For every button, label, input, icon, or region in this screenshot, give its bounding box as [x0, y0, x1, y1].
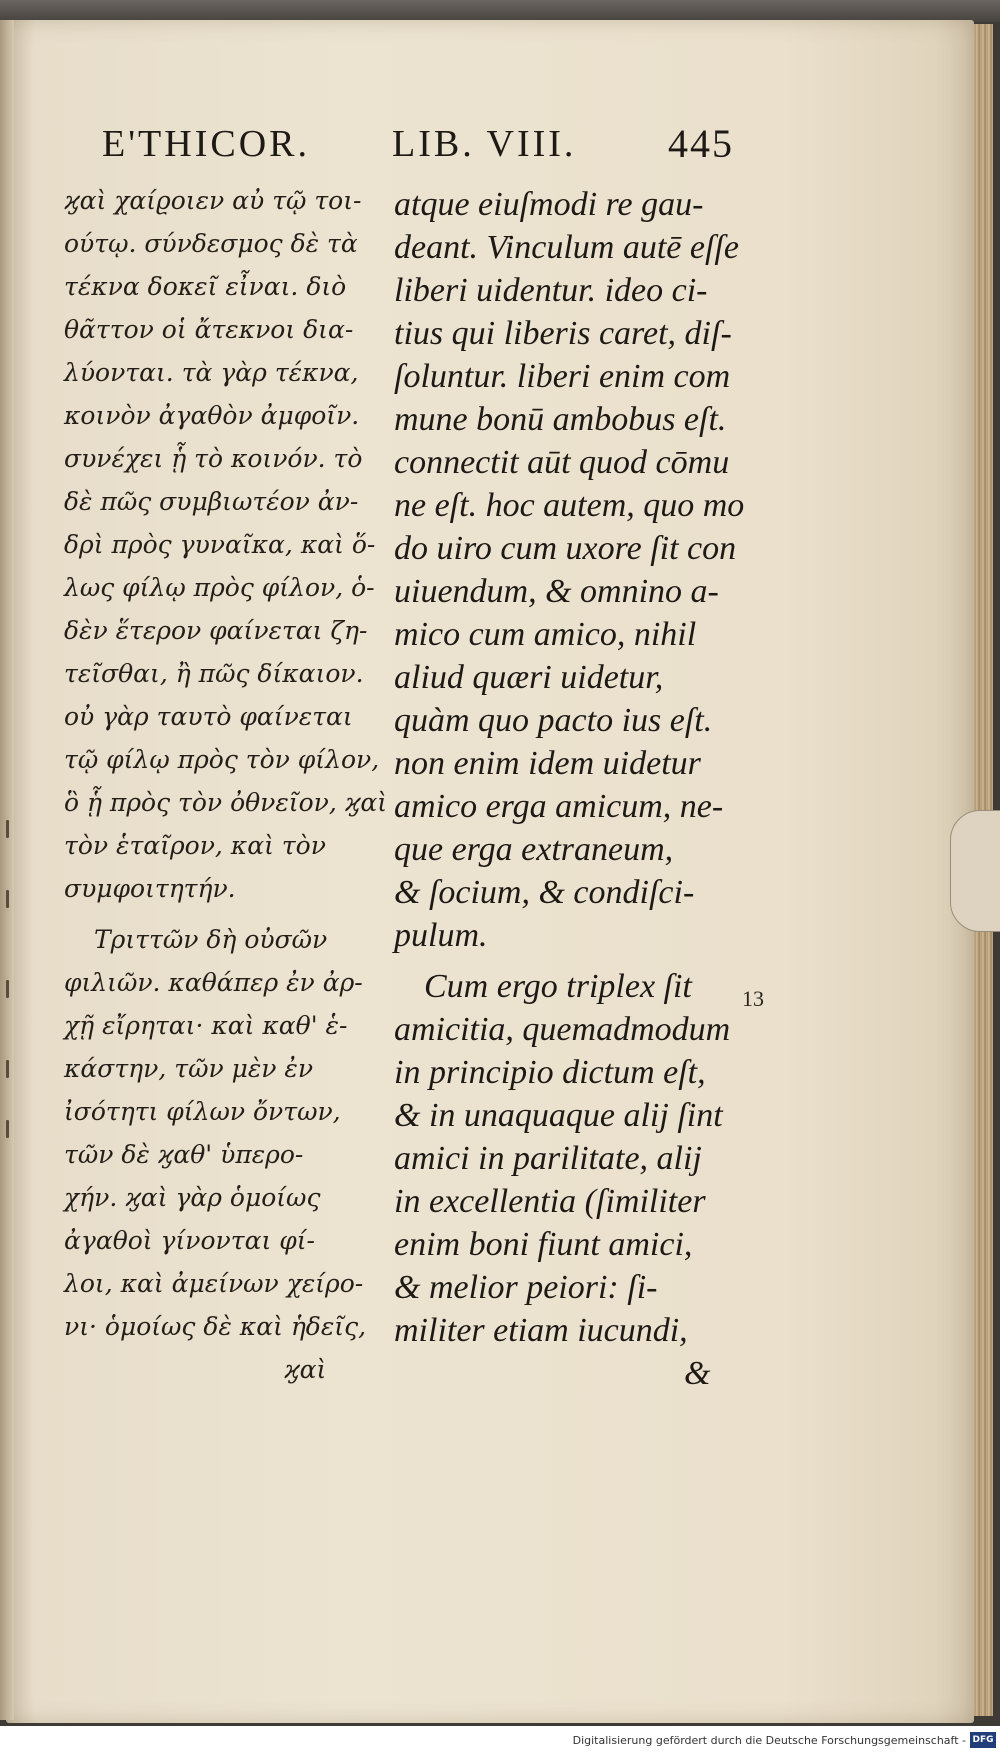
text-line: deant. Vinculum autē eſſe — [394, 229, 739, 266]
text-line: militer etiam iucundi, — [394, 1312, 688, 1349]
text-line: enim boni fiunt amici, — [394, 1226, 693, 1263]
text-line: δὲν ἕτερον φαίνεται ζη- — [64, 616, 368, 645]
text-line: do uiro cum uxore ſit con — [394, 530, 737, 567]
header-book: LIB. VIII. — [392, 123, 577, 165]
text-line: ſoluntur. liberi enim com — [394, 358, 731, 395]
text-line: συνέχει ᾗ τὸ κοινόν. τὸ — [64, 444, 363, 473]
text-line: τῷ φίλῳ πρὸς τὸν φίλον, — [64, 745, 380, 774]
text-line: in excellentia (ſimiliter — [394, 1183, 706, 1220]
text-line: ϗαὶ χαίϱοιεν αὐ τῷ τοι- — [64, 186, 362, 215]
text-line: Τριττῶν δὴ οὐσῶν — [94, 925, 328, 954]
running-header — [102, 118, 748, 174]
text-line: liberi uidentur. ideo ci- — [394, 272, 708, 309]
text-line: δρὶ πρὸς γυναῖκα, καὶ ὅ- — [64, 530, 376, 559]
text-line: νι· ὁμοίως δὲ καὶ ἡδεῖς, — [64, 1312, 367, 1341]
text-line: ἀγαθοὶ γίνονται φί- — [64, 1226, 315, 1255]
digitization-footer — [0, 1726, 1000, 1755]
text-line: pulum. — [394, 917, 488, 954]
text-line: in principio dictum eſt, — [394, 1054, 706, 1091]
text-line: δὲ πῶς συμβιωτέον ἀν- — [64, 487, 359, 516]
text-line: & in unaquaque alij ſint — [394, 1097, 723, 1134]
text-line: Cum ergo triplex ſit — [424, 968, 692, 1005]
text-line: φιλιῶν. καθάπερ ἐν ἀρ- — [64, 968, 363, 997]
text-line: connectit aūt quod cōmu — [394, 444, 730, 481]
text-line: θᾶττον οἱ ἄτεκνοι δια- — [64, 315, 354, 344]
text-line: ϗαὶ — [284, 1355, 327, 1384]
text-line: & — [684, 1355, 711, 1392]
dfg-logo-icon: DFG — [970, 1732, 996, 1748]
text-line: συμφοιτητήν. — [64, 874, 236, 903]
text-line: ὃ ᾗ πρὸς τὸν ὀθνεῖον, ϗαὶ — [64, 788, 388, 817]
text-line: non enim idem uidetur — [394, 745, 701, 782]
text-line: & ſocium, & condiſci- — [394, 874, 695, 911]
text-line: aliud quæri uidetur, — [394, 659, 664, 696]
text-line: τέκνα δοκεῖ εἶναι. διὸ — [64, 272, 347, 301]
text-line: uiuendum, & omnino a- — [394, 573, 719, 610]
text-line: quàm quo pacto ius eſt. — [394, 702, 713, 739]
text-line: κοινὸν ἀγαθὸν ἀμφοῖν. — [64, 401, 360, 430]
text-line: λοι, καὶ ἀμείνων χείρο- — [64, 1269, 364, 1298]
text-line: οὐ γὰρ ταυτὸ φαίνεται — [64, 702, 353, 731]
text-line: τεῖσθαι, ἢ πῶς δίκαιον. — [64, 659, 364, 688]
scan-backdrop-top — [0, 0, 1000, 22]
text-line: & melior peiori: ſi- — [394, 1269, 658, 1306]
text-line: atque eiuſmodi re gau- — [394, 186, 704, 223]
page-number: 445 — [668, 121, 734, 166]
text-line: χήν. ϗαὶ γὰρ ὁμοίως — [64, 1183, 321, 1212]
text-line: amicitia, quemadmodum — [394, 1011, 731, 1048]
text-line: ούτῳ. σύνδεσμος δὲ τὰ — [64, 229, 358, 258]
text-line: ne eſt. hoc autem, quo mo — [394, 487, 745, 524]
text-line: tius qui liberis caret, diſ- — [394, 315, 732, 352]
text-line: amico erga amicum, ne- — [394, 788, 724, 825]
header-title: E'THICOR. — [102, 123, 311, 165]
text-line: κάστην, τῶν μὲν ἐν — [64, 1054, 314, 1083]
text-line: λως φίλῳ πρὸς φίλον, ὁ- — [64, 573, 375, 602]
text-line: mune bonū ambobus eſt. — [394, 401, 727, 438]
text-line: ἰσότητι φίλων ὄντων, — [64, 1097, 341, 1126]
text-line: χῇ εἴρηται· καὶ καθ' ἑ- — [64, 1011, 348, 1040]
text-line: que erga extraneum, — [394, 831, 674, 868]
text-line: τὸν ἑταῖρον, καὶ τὸν — [64, 831, 326, 860]
marginal-section-number: 13 — [742, 986, 764, 1011]
text-line: mico cum amico, nihil — [394, 616, 697, 653]
dfg-credit-text: Digitalisierung gefördert durch die Deutsche Forschungsgemeinschaft - — [572, 1734, 966, 1747]
text-line: λύονται. τὰ γὰρ τέκνα, — [64, 358, 359, 387]
page-tab-marker — [950, 810, 1000, 932]
text-line: amici in parilitate, alij — [394, 1140, 702, 1177]
text-line: τῶν δὲ ϗαθ' ὑπερο- — [64, 1140, 304, 1169]
gutter-ink-marks — [6, 820, 22, 1140]
